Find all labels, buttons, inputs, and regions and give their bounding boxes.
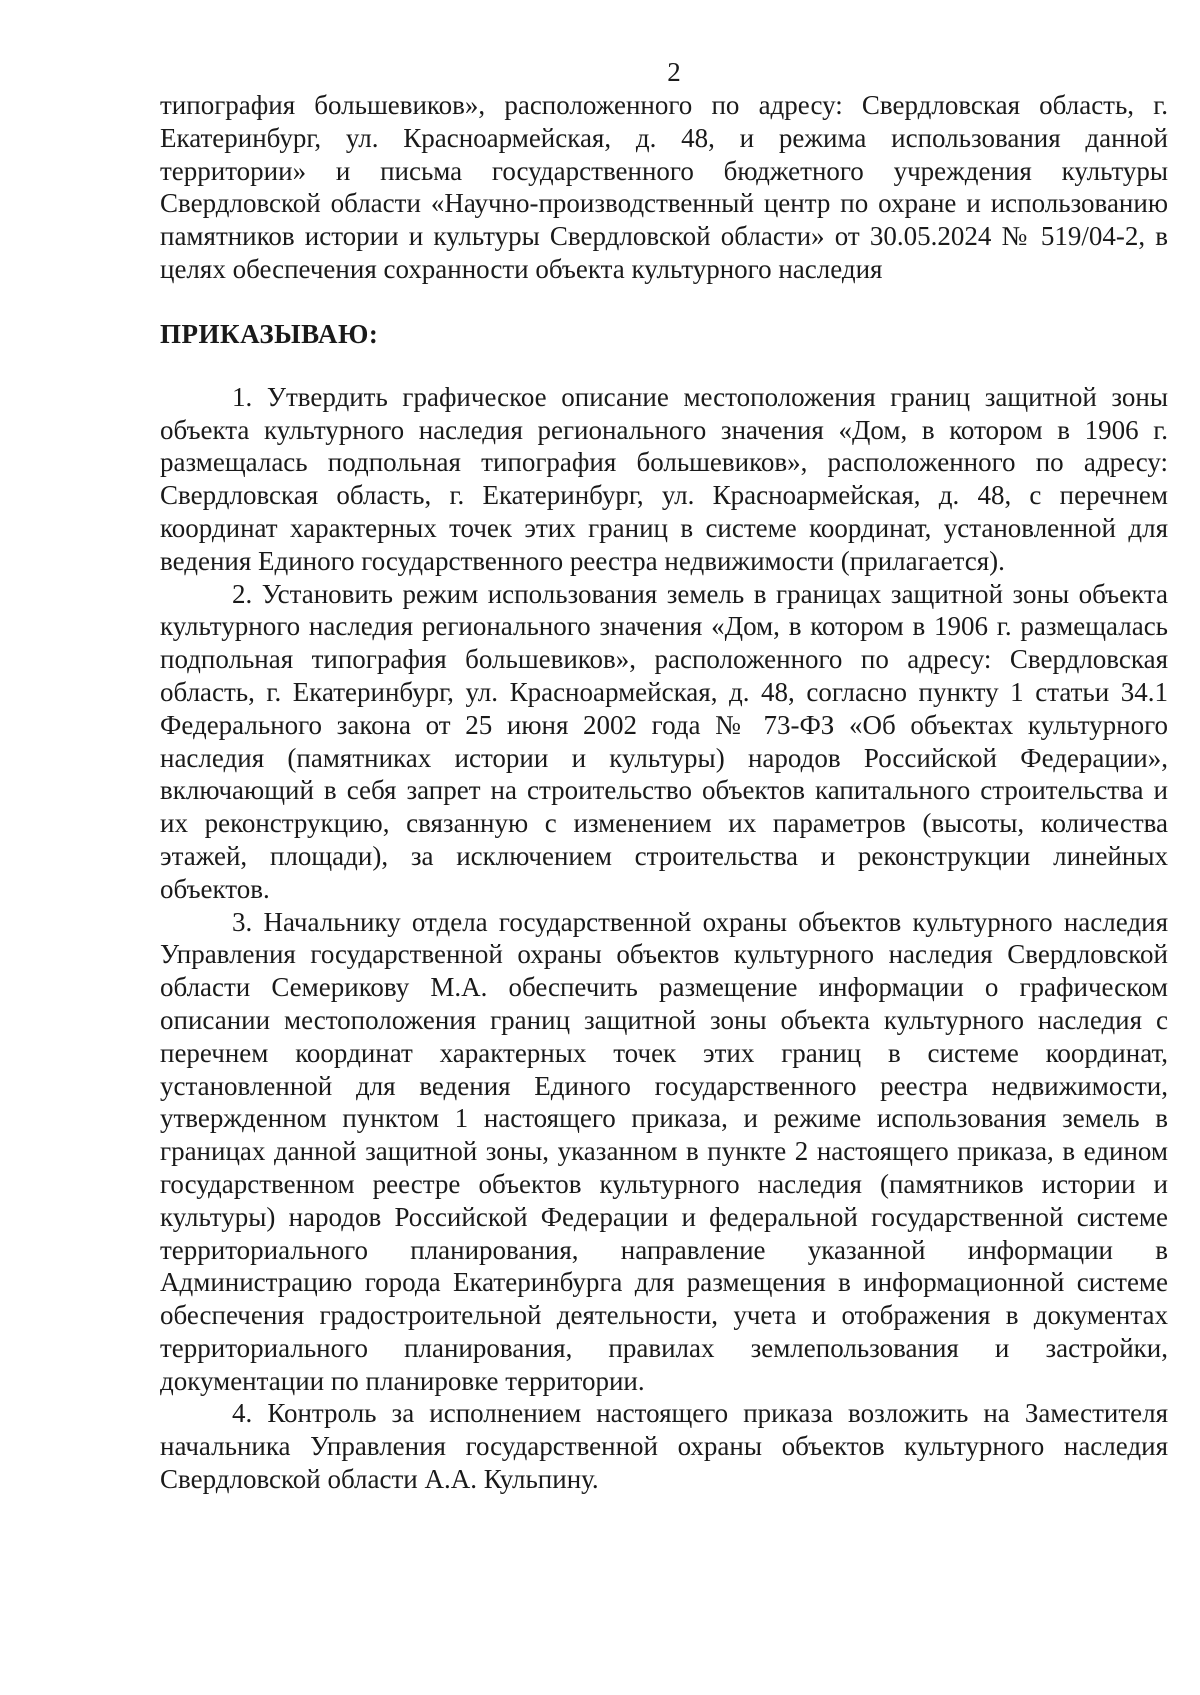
- document-page: [160, 55, 1168, 1496]
- order-heading: ПРИКАЗЫВАЮ:: [160, 318, 379, 349]
- order-item-3: 3. Начальнику отдела государственной охраны объектов культурного наследия Управления государственной охраны объектов культурного наследия Свердловской области Семерикову М.А. обеспечить размещение информации о графическом описании местоположения границ защитной зоны объекта культурного наследия с перечнем координат характерных точек этих границ в системе координат, установленной для ведения Единого государственного реестра недвижимости, утвержденном пунктом 1 настоящего приказа, и режиме использования земель в границах данной защитной зоны, указанном в пункте 2 настоящего приказа, в едином государственном реестре объектов культурного наследия (памятников истории и культуры) народов Российской Федерации и федеральной государственной системе территориального планирования, направление указанной информации в Администрацию города Екатеринбурга для размещения в информационной системе обеспечения градостроительной деятельности, учета и отображения в документах территориального планирования, правилах землепользования и застройки, документации по планировке территории.: [160, 906, 1168, 1396]
- order-item-4: 4. Контроль за исполнением настоящего приказа возложить на Заместителя начальника Управления государственной охраны объектов культурного наследия Свердловской области А.А. Кульпину.: [160, 1398, 1168, 1495]
- intro-paragraph: типография большевиков», расположенного по адресу: Свердловская область, г. Екатеринбург, ул. Красноармейская, д. 48, и режима использования данной территории» и письма государственного бюджетного учреждения культуры Свердловской области «Научно-производственный центр по охране и использованию памятников истории и культуры Свердловской области» от 30.05.2024 № 519/04-2, в целях обеспечения сохранности объекта культурного наследия: [160, 90, 1168, 284]
- order-item-2: 2. Установить режим использования земель в границах защитной зоны объекта культурного наследия регионального значения «Дом, в котором в 1906 г. размещалась подпольная типография большевиков», расположенного по адресу: Свердловская область, г. Екатеринбург, ул. Красноармейская, д. 48, согласно пункту 1 статьи 34.1 Федерального закона от 25 июня 2002 года № 73-ФЗ «Об объектах культурного наследия (памятниках истории и культуры) народов Российской Федерации», включающий в себя запрет на строительство объектов капитального строительства и их реконструкцию, связанную с изменением их параметров (высоты, количества этажей, площади), за исключением строительства и реконструкции линейных объектов.: [160, 578, 1168, 904]
- page-number: 2: [667, 57, 681, 87]
- order-item-1: 1. Утвердить графическое описание местоположения границ защитной зоны объекта культурного наследия регионального значения «Дом, в котором в 1906 г. размещалась подпольная типография большевиков», расположенного по адресу: Свердловская область, г. Екатеринбург, ул. Красноармейская, д. 48, с перечнем координат характерных точек этих границ в системе координат, установленной для ведения Единого государственного реестра недвижимости (прилагается).: [160, 381, 1168, 576]
